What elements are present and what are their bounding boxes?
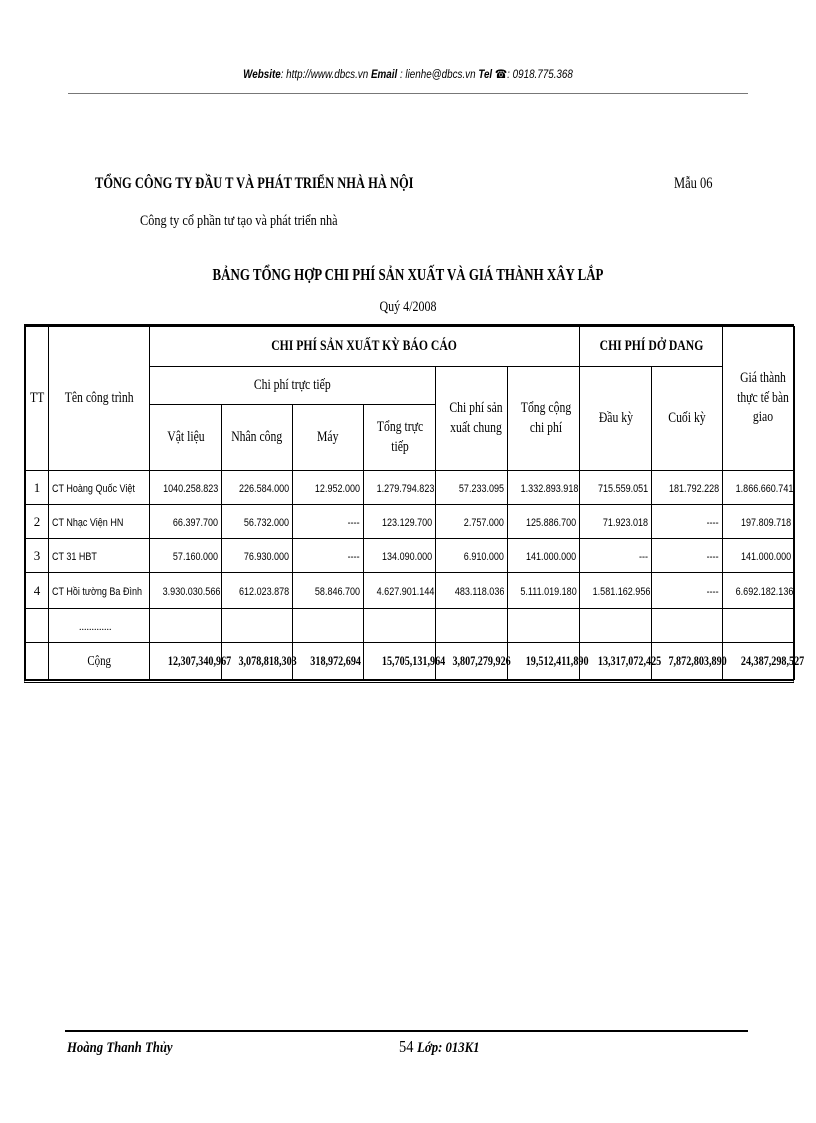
cost-summary-table [24, 324, 805, 683]
report-period: Quý 4/2008 [379, 299, 437, 315]
website-label: Website [243, 67, 281, 81]
header-name: Tên công trình [49, 327, 150, 471]
placeholder-dots: ............. [79, 621, 112, 633]
website-value: : http://www.dbcs.vn [280, 67, 369, 81]
page-header [131, 67, 685, 81]
header-group-direct: Chi phí trực tiếp [150, 367, 436, 405]
header-tt: TT [26, 327, 49, 471]
tel-label: Tel [478, 67, 493, 81]
header-general: Chi phí sản xuất chung [436, 367, 508, 471]
header-closing: Cuối kỳ [652, 367, 723, 471]
header-actual-price: Giá thành thực tế bàn giao [723, 327, 795, 471]
footer-divider [65, 1030, 748, 1032]
header-group-production: CHI PHÍ SẢN XUẤT KỲ BÁO CÁO [150, 327, 580, 367]
header-materials: Vật liệu [150, 405, 222, 471]
subcompany-name: Công ty cổ phần tư tạo và phát triển nhà [140, 213, 338, 229]
author-name: Hoàng Thanh Thủy [67, 1040, 173, 1056]
header-labor: Nhân công [222, 405, 293, 471]
total-row: Cộng 12,307,340,967 3,078,818,303 318,972,694 15,705,131,964 3,807,279,926 19,512,411,890 13,317,072,425 7,872,803,890 24,387,298,527 [26, 643, 795, 680]
company-name: TỔNG CÔNG TY ĐẦU T VÀ PHÁT TRIỂN NHÀ HÀ NỘI [95, 175, 414, 192]
table-row: 1 CT Hoàng Quốc Việt 1040.258.823 226.584.000 12.952.000 1.279.794.823 57.233.095 1.332.893.918 715.559.051 181.792.228 1.866.660.741 [26, 471, 795, 505]
page-number: 54 [399, 1037, 414, 1056]
form-number: Mẫu 06 [674, 175, 713, 192]
phone-icon: ☎ [494, 67, 508, 81]
table-row: 4 CT Hồi tường Ba Đình 3.930.030.566 612.023.878 58.846.700 4.627.901.144 483.118.036 5.111.019.180 1.581.162.956 ---- 6.692.182.136 [26, 573, 795, 609]
header-machine: Máy [293, 405, 364, 471]
email-label: Email [370, 67, 398, 81]
class-label: Lớp: 013K1 [417, 1040, 480, 1056]
header-total-cost: Tổng cộng chi phí [508, 367, 580, 471]
placeholder-row [26, 609, 795, 643]
header-divider [68, 93, 748, 94]
email-value: : lienhe@dbcs.vn [399, 67, 476, 81]
document-title: BẢNG TỔNG HỢP CHI PHÍ SẢN XUẤT VÀ GIÁ THÀNH XÂY LẮP [212, 265, 604, 284]
table-row: 2 CT Nhạc Viện HN 66.397.700 56.732.000 ---- 123.129.700 2.757.000 125.886.700 71.923.018 ---- 197.809.718 [26, 505, 795, 539]
tel-value: : 0918.775.368 [507, 67, 573, 81]
header-opening: Đầu kỳ [580, 367, 652, 471]
table-row: 3 CT 31 HBT 57.160.000 76.930.000 ---- 134.090.000 6.910.000 141.000.000 --- ---- 141.000.000 [26, 539, 795, 573]
page-footer [399, 1037, 480, 1057]
header-group-wip: CHI PHÍ DỞ DANG [580, 327, 723, 367]
header-total-direct: Tổng trực tiếp [364, 405, 436, 471]
